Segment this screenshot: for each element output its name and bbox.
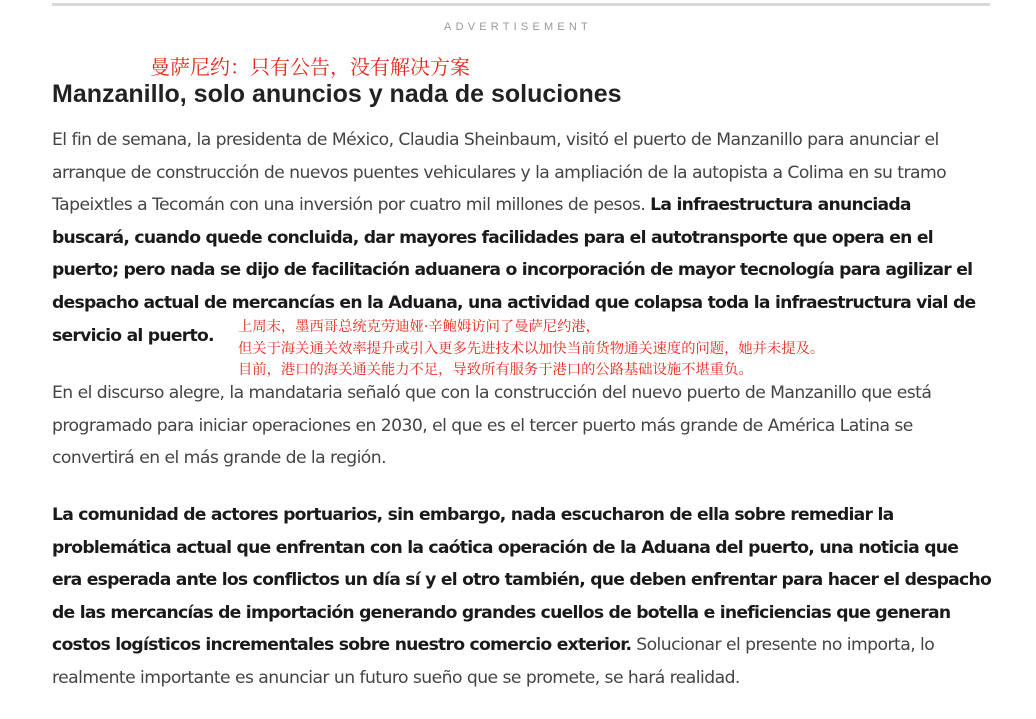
paragraph-3-bold-text: La comunidad de actores portuarios, sin embargo, nada escucharon de ella sobre remediar la problemática actual que enfrentan con la caótica operación de la Aduana del puerto, una noticia que era esperada ante los conflictos un día sí y el otro también, que deben enfrentar para hacer el despacho de las mercancías de importación generando grandes cuellos de botella e ineficiencias que generan costos logísticos incrementales sobre nuestro comercio exterior. xyxy=(52,505,992,656)
article-paragraph-3 xyxy=(52,499,992,695)
translation-annotation-body xyxy=(238,317,828,382)
paragraph-1-bold-text: La infraestructura anunciada buscará, cuando quede concluida, dar mayores facilidades para el autotransporte que opera en el puerto; pero nada se dijo de facilitación aduanera o incorporación de mayor tecnología para agilizar el despacho actual de mercancías en la Aduana, una actividad que colapsa toda la infraestructura vial de servicio al puerto. xyxy=(52,195,976,346)
top-divider xyxy=(52,3,990,6)
article-headline: Manzanillo, solo anuncios y nada de soluciones xyxy=(52,80,622,108)
article-paragraph-2 xyxy=(52,377,992,475)
annotation-line-1: 上周末，墨西哥总统克劳迪娅·辛鲍姆访问了曼萨尼约港， xyxy=(238,319,600,335)
paragraph-3-text: Solucionar el presente no importa, lo realmente importante es anunciar un futuro sueño que se promete, se hará realidad. xyxy=(52,635,935,688)
advertisement-label: ADVERTISEMENT xyxy=(444,21,592,33)
annotation-line-3: 目前，港口的海关通关能力不足，导致所有服务于港口的公路基础设施不堪重负。 xyxy=(238,362,753,378)
translation-annotation-title: 曼萨尼约：只有公告，没有解决方案 xyxy=(150,55,470,79)
paragraph-2-text: En el discurso alegre, la mandataria señaló que con la construcción del nuevo puerto de Manzanillo que está programado para iniciar operaciones en 2030, el que es el tercer puerto más grande de América Latina se convertirá en el más grande de la región. xyxy=(52,383,932,469)
paragraph-1-text: El fin de semana, la presidenta de México, Claudia Sheinbaum, visitó el puerto de Manzanillo para anunciar el arranque de construcción de nuevos puentes vehiculares y la ampliación de la autopista a Colima en su tramo Tapeixtles a Tecomán con una inversión por cuatro mil millones de pesos. xyxy=(52,130,947,216)
annotation-line-2: 但关于海关通关效率提升或引入更多先进技术以加快当前货物通关速度的问题，她并未提及。 xyxy=(238,340,825,357)
